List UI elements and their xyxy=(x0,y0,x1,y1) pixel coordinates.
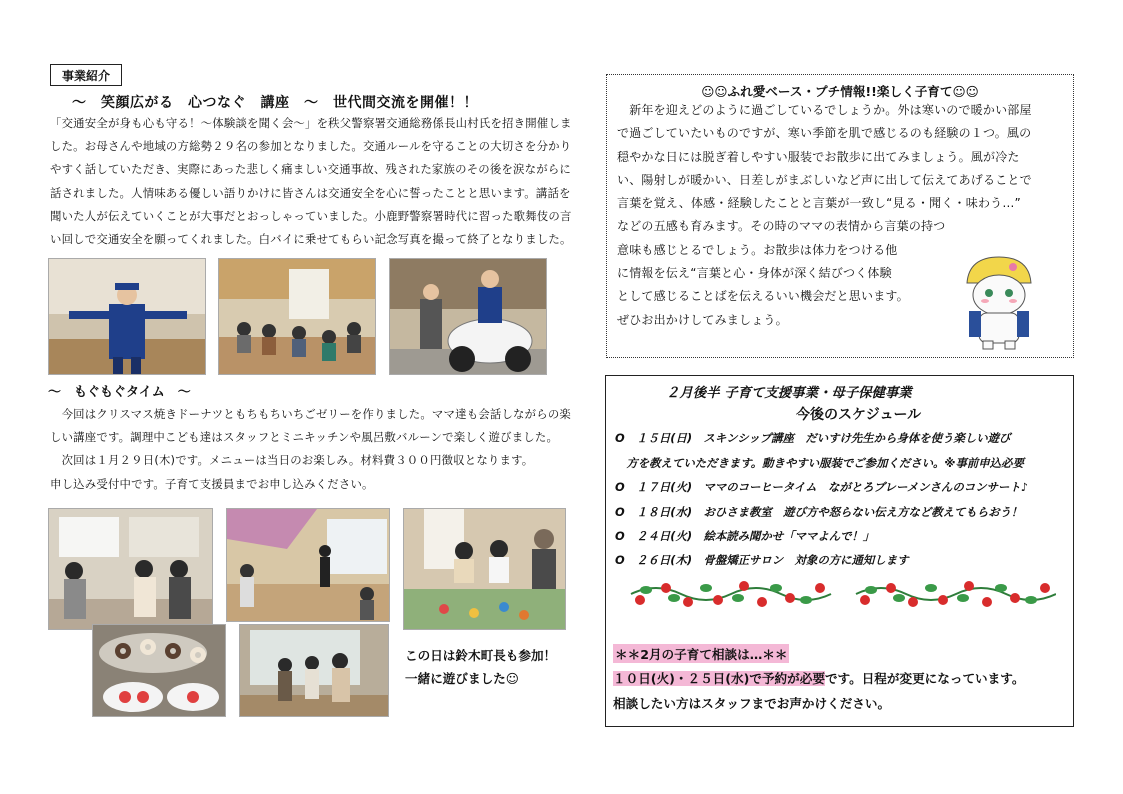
photo-window-kids xyxy=(239,624,389,717)
consult-contact: 相談したい方はスタッフまでお声かけください。 xyxy=(613,696,891,711)
photo-motorcycle xyxy=(389,258,547,375)
text-line: 言葉を覚え、体感・経験したことと言葉が一致し“見る・聞く・味わう…” xyxy=(617,196,1021,211)
photo-cooking xyxy=(48,508,213,630)
schedule-item: O １７日(火) ママのコーヒータイム ながとろブレーメンさんのコンサート♪ xyxy=(615,480,1028,494)
schedule-item: O ２４日(火) 絵本読み聞かせ「ママよんで！」 xyxy=(615,529,875,543)
page-headline: ～ 笑顔広がる 心つなぐ 講座 ～ 世代間交流を開催！！ xyxy=(72,95,478,111)
photo-caption xyxy=(405,644,556,690)
consult-title: ＊＊2月の子育て相談は…＊＊ xyxy=(613,644,789,663)
text-line: い、陽射しが暖かい、日差しがまぶしいなど声に出して伝えてあげることで xyxy=(617,172,1032,187)
text-line: 話されました。人情味ある優しい語りかけに皆さんは交通安全を心に誓ったことと思います。講話を xyxy=(50,185,571,200)
text-line: 「交通安全が身も心も守る！～体験談を聞く会～」を秩父警察署交通総務係長山村氏を招き開催しま xyxy=(50,116,572,130)
photo-donuts xyxy=(92,624,226,717)
schedule-item: O １５日(日) スキンシップ講座 だいすけ先生から身体を使う楽しい遊び xyxy=(615,431,1011,445)
caption-line: 一緒に遊びました☺ xyxy=(405,671,519,686)
section-tag: 事業紹介 xyxy=(50,64,122,86)
text-line: やすく話していただき、実際にあった悲しく痛ましい交通事故、残された家族のその後を涙ながらに xyxy=(50,162,572,177)
schedule-title: ２月後半 子育て支援事業・母子保健事業 xyxy=(666,386,912,401)
text-line: した。お母さんや地域の方総勢２９名の参加となりました。交通ルールを守ることの大切さを分かり xyxy=(50,139,572,154)
mogu-paragraph xyxy=(50,403,595,496)
text-line: 穏やかな日には脱ぎ着しやすい服装でお散歩に出てみましょう。風が冷た xyxy=(617,149,1020,164)
consult-dates: １０日(火)・２５日(水)で予約が必要 xyxy=(613,671,825,686)
text-line: ぜひお出かけしてみましょう。 xyxy=(617,312,788,327)
schedule-item: O ２６日(木) 骨盤矯正サロン 対象の方に通知します xyxy=(615,553,909,567)
photo-kids-toys xyxy=(403,508,566,630)
text-line: などの五感も育みます。その時のママの表情から言葉の持つ xyxy=(617,219,946,234)
fureai-title: ☺☺ふれ愛ベース・プチ情報!!楽しく子育て☺☺ xyxy=(701,84,979,99)
photo-police-officer xyxy=(48,258,206,375)
schedule-item-continued: 方を教えていただきます。動きやすい服装でご参加ください。※事前申込必要 xyxy=(615,456,1024,470)
text-line: 新年を迎えどのように過ごしているでしょうか。外は寒いので暖かい部屋 xyxy=(617,103,1032,117)
consult-line xyxy=(613,668,1024,687)
text-line: に情報を伝え“言葉と心・身体が深く結びつく体験 xyxy=(617,266,892,281)
intro-paragraph xyxy=(50,112,595,251)
strawberry-vine-icon xyxy=(626,576,1056,612)
text-line: い回しで交通安全を願ってくれました。白バイに乗せてもらい記念写真を撮って終了となりました。 xyxy=(50,232,572,247)
text-line: しい講座です。調理中こども達はスタッフとミニキッチンや風呂敷バルーンで楽しく遊びました。 xyxy=(50,430,559,445)
fureai-info-box xyxy=(606,74,1074,358)
mogu-title: ～ もぐもぐタイム ～ xyxy=(48,385,191,400)
text-line: 次回は１月２９日(木)です。メニューは当日のお楽しみ。材料費３００円徴収となります。 xyxy=(50,453,534,468)
text-line: で過ごしていたいものですが、寒い季節を肌で感じるのも経験の１つ。風の xyxy=(617,126,1032,141)
consult-note: です。日程が変更になっています。 xyxy=(824,671,1025,686)
photo-play-room xyxy=(226,508,390,622)
text-line: 申し込み受付中です。子育て支援員までお申し込みください。 xyxy=(50,476,374,491)
text-line: 意味も感じとるでしょう。お散歩は体力をつける他 xyxy=(617,242,898,257)
text-line: として感じることばを伝えるいい機会だと思います。 xyxy=(617,289,909,304)
caption-line: この日は鈴木町長も参加！ xyxy=(405,648,557,663)
schedule-subtitle: 今後のスケジュール xyxy=(796,407,922,423)
mascot-character xyxy=(961,251,1037,351)
text-line: 聞いた人が伝えていくことが大事だとおっしゃっていました。小鹿野警察署時代に習った歌舞伎の言 xyxy=(50,208,572,223)
schedule-item: O １８日(水) おひさま教室 遊び方や怒らない伝え方など教えてもらおう！ xyxy=(615,505,1023,519)
schedule-box xyxy=(605,375,1074,727)
photo-audience xyxy=(218,258,376,375)
text-line: 今回はクリスマス焼きドーナツともちもちいちごゼリーを作りました。ママ達も会話しながらの楽 xyxy=(50,407,572,421)
